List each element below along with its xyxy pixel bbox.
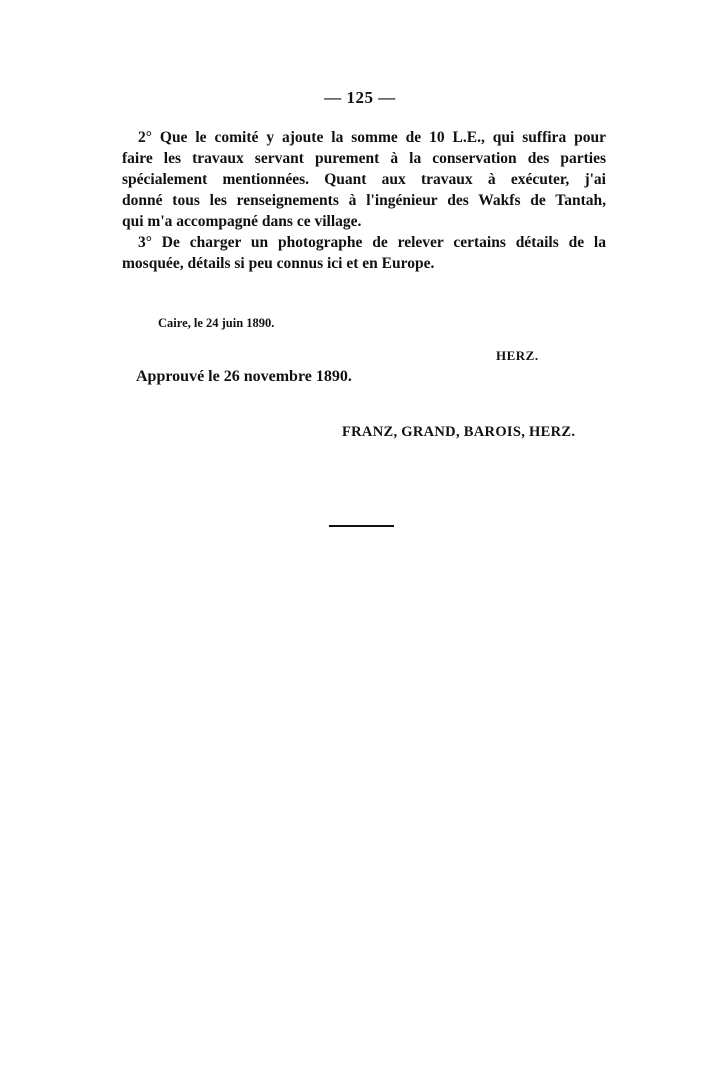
page-number: — 125 —: [324, 88, 396, 107]
committee-signatures: FRANZ, GRAND, BAROIS, HERZ.: [342, 424, 576, 440]
approval-line: Approuvé le 26 novembre 1890.: [136, 368, 352, 385]
text-line: spécialement mentionnées. Quant aux travaux à exécuter, j'ai: [122, 171, 606, 188]
paragraph-item-2: [122, 127, 606, 232]
author-signature: HERZ.: [496, 348, 539, 363]
text-line: qui m'a accompagné dans ce village.: [122, 213, 362, 230]
text-line: 2° Que le comité y ajoute la somme de 10 L.E., qui suffira pour: [138, 129, 606, 146]
date-line: Caire, le 24 juin 1890.: [158, 316, 275, 330]
paragraph-item-3: [122, 232, 606, 274]
text-line: donné tous les renseignements à l'ingénieur des Wakfs de Tantah,: [122, 192, 606, 209]
text-line: faire les travaux servant purement à la conservation des parties: [122, 150, 606, 167]
end-rule-divider: [329, 525, 394, 527]
text-line: 3° De charger un photographe de relever certains détails de la: [138, 234, 606, 251]
text-line: mosquée, détails si peu connus ici et en Europe.: [122, 255, 435, 272]
